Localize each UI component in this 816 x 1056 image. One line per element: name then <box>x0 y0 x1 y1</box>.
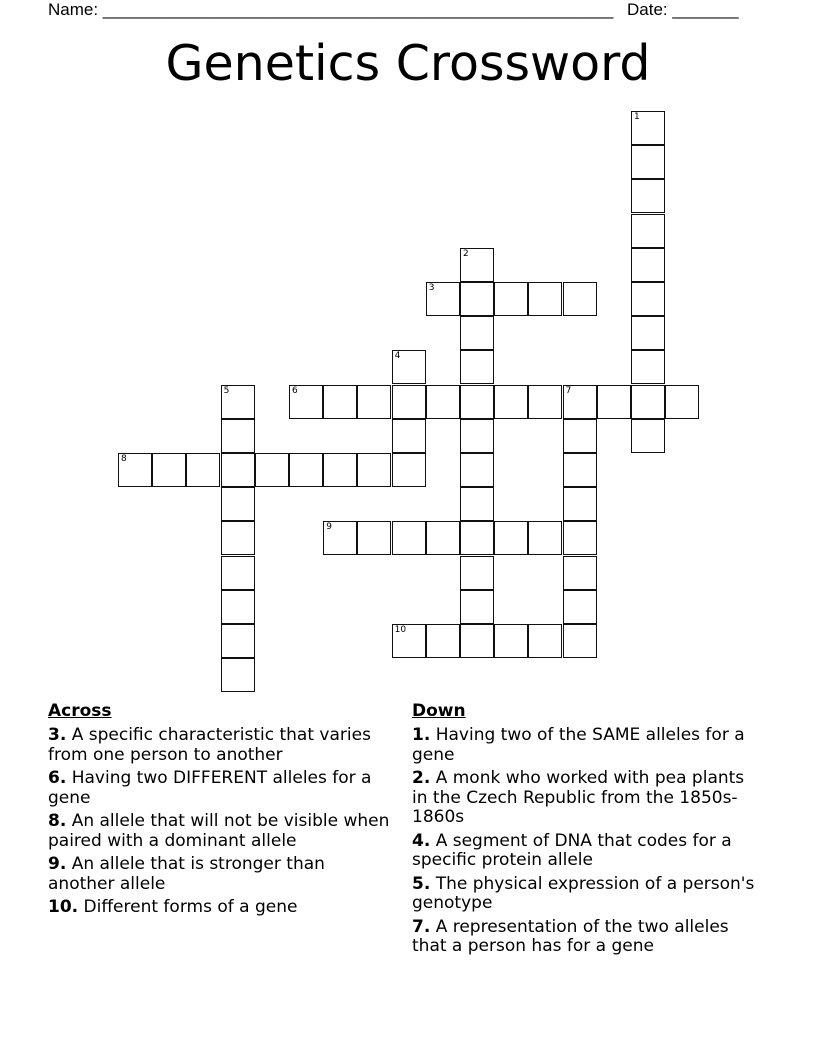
clue-text: An allele that will not be visible when paired with a dominant allele <box>48 811 390 851</box>
crossword-cell[interactable] <box>323 385 357 419</box>
crossword-cell[interactable] <box>152 453 186 487</box>
crossword-cell[interactable] <box>323 521 357 555</box>
crossword-cell[interactable] <box>289 385 323 419</box>
across-clues <box>48 700 393 922</box>
crossword-cell[interactable] <box>563 453 597 487</box>
crossword-cell[interactable] <box>426 282 460 316</box>
clue-text: A specific characteristic that varies from one person to another <box>48 725 371 765</box>
crossword-cell[interactable] <box>221 658 255 692</box>
crossword-cell[interactable] <box>118 453 152 487</box>
clue-text: The physical expression of a person's genotype <box>412 873 755 913</box>
crossword-cell[interactable] <box>597 385 631 419</box>
clue-text: Having two of the SAME alleles for a gene <box>412 725 745 765</box>
crossword-cell[interactable] <box>631 316 665 350</box>
crossword-cell[interactable] <box>460 316 494 350</box>
crossword-cell[interactable] <box>221 385 255 419</box>
crossword-cell[interactable] <box>631 248 665 282</box>
crossword-cell[interactable] <box>563 487 597 521</box>
crossword-cell[interactable] <box>563 419 597 453</box>
crossword-cell[interactable] <box>631 419 665 453</box>
clue-number-label: 6 <box>292 385 298 396</box>
clue-text: A monk who worked with pea plants in the Czech Republic from the 1850s-1860s <box>412 768 745 827</box>
crossword-cell[interactable] <box>563 282 597 316</box>
across-clue <box>48 855 393 894</box>
crossword-cell[interactable] <box>494 385 528 419</box>
crossword-cell[interactable] <box>426 385 460 419</box>
down-clue <box>412 918 762 957</box>
across-clue <box>48 898 393 918</box>
clue-number-label: 3 <box>428 283 435 293</box>
down-heading: Down <box>412 701 466 721</box>
clue-number-label: 8 <box>121 454 127 464</box>
clue-number-label: 1 <box>634 112 640 122</box>
crossword-cell[interactable] <box>221 487 255 521</box>
crossword-cell[interactable] <box>392 453 426 487</box>
down-clue <box>412 832 762 871</box>
clue-text: Different forms of a gene <box>83 897 298 917</box>
crossword-cell[interactable] <box>563 590 597 624</box>
clue-number-label: 5 <box>223 385 230 396</box>
down-clue <box>412 769 762 828</box>
crossword-cell[interactable] <box>221 624 255 658</box>
across-heading: Across <box>48 701 112 721</box>
crossword-cell[interactable] <box>221 419 255 453</box>
crossword-cell[interactable] <box>631 145 665 179</box>
clue-number: 8. <box>48 811 67 831</box>
date-field-label: Date: _______ <box>627 0 739 19</box>
clue-text: Having two DIFFERENT alleles for a gene <box>48 768 372 808</box>
crossword-cell[interactable] <box>563 556 597 590</box>
down-clue <box>412 875 762 914</box>
clue-text: A segment of DNA that codes for a specific protein allele <box>412 830 732 870</box>
crossword-cell[interactable] <box>528 282 562 316</box>
crossword-cell[interactable] <box>563 385 597 419</box>
crossword-cell[interactable] <box>289 453 323 487</box>
clue-text: An allele that is stronger than another allele <box>48 854 325 894</box>
crossword-cell[interactable] <box>665 385 699 419</box>
clue-number: 9. <box>48 854 67 874</box>
crossword-cell[interactable] <box>357 521 391 555</box>
crossword-cell[interactable] <box>563 521 597 555</box>
crossword-cell[interactable] <box>460 624 494 658</box>
down-clues <box>412 700 762 961</box>
crossword-cell[interactable] <box>392 350 426 384</box>
clue-number-label: 7 <box>565 385 572 396</box>
across-clue <box>48 769 393 808</box>
crossword-cell[interactable] <box>357 453 391 487</box>
crossword-cell[interactable] <box>221 521 255 555</box>
crossword-cell[interactable] <box>323 453 357 487</box>
name-field-label: Name: ______________________________________________________ <box>48 0 614 19</box>
crossword-cell[interactable] <box>460 350 494 384</box>
crossword-cell[interactable] <box>392 419 426 453</box>
crossword-cell[interactable] <box>255 453 289 487</box>
clue-text: A representation of the two alleles that a person has for a gene <box>412 916 729 956</box>
crossword-cell[interactable] <box>221 453 255 487</box>
crossword-cell[interactable] <box>563 624 597 658</box>
crossword-cell[interactable] <box>631 111 665 145</box>
crossword-cell[interactable] <box>460 556 494 590</box>
crossword-cell[interactable] <box>494 521 528 555</box>
down-clue <box>412 726 762 765</box>
clue-number: 1. <box>412 725 431 745</box>
clue-number-label: 10 <box>394 625 407 635</box>
crossword-cell[interactable] <box>392 624 426 658</box>
clue-number: 3. <box>48 725 67 745</box>
crossword-cell[interactable] <box>460 419 494 453</box>
crossword-cell[interactable] <box>460 282 494 316</box>
crossword-cell[interactable] <box>460 590 494 624</box>
clue-number-label: 9 <box>326 522 332 533</box>
crossword-cell[interactable] <box>528 521 562 555</box>
crossword-cell[interactable] <box>631 350 665 384</box>
clue-number-label: 2 <box>463 248 469 259</box>
crossword-cell[interactable] <box>460 487 494 521</box>
clue-number: 7. <box>412 916 431 937</box>
clue-number: 10. <box>48 897 79 917</box>
crossword-cell[interactable] <box>460 385 494 419</box>
clue-number-label: 4 <box>394 351 401 362</box>
crossword-cell[interactable] <box>631 214 665 248</box>
page-title: Genetics Crossword <box>165 35 651 92</box>
crossword-cell[interactable] <box>460 453 494 487</box>
crossword-cell[interactable] <box>392 521 426 555</box>
across-clue <box>48 812 393 851</box>
crossword-cell[interactable] <box>494 282 528 316</box>
crossword-cell[interactable] <box>631 282 665 316</box>
crossword-cell[interactable] <box>494 624 528 658</box>
crossword-cell[interactable] <box>631 179 665 213</box>
crossword-cell[interactable] <box>392 385 426 419</box>
crossword-cell[interactable] <box>528 385 562 419</box>
clue-number: 4. <box>412 830 431 851</box>
crossword-cell[interactable] <box>221 590 255 624</box>
crossword-cell[interactable] <box>186 453 220 487</box>
clue-number: 6. <box>48 768 67 788</box>
crossword-cell[interactable] <box>357 385 391 419</box>
crossword-cell[interactable] <box>631 385 665 419</box>
clue-number: 5. <box>412 873 431 894</box>
crossword-cell[interactable] <box>426 624 460 658</box>
crossword-cell[interactable] <box>528 624 562 658</box>
crossword-cell[interactable] <box>460 248 494 282</box>
crossword-cell[interactable] <box>221 556 255 590</box>
crossword-cell[interactable] <box>460 521 494 555</box>
across-clue <box>48 726 393 765</box>
clue-number: 2. <box>412 768 431 788</box>
crossword-cell[interactable] <box>426 521 460 555</box>
